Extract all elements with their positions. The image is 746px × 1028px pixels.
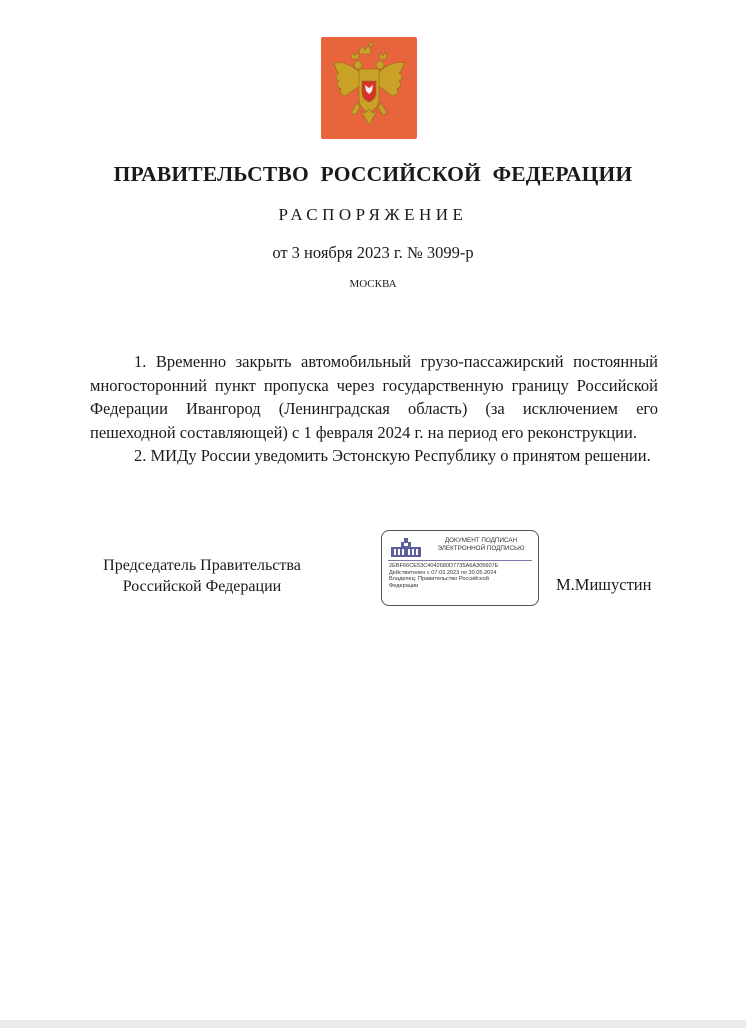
electronic-signature-stamp	[381, 530, 539, 606]
signer-position-line-2: Российской Федерации	[122, 578, 282, 595]
stamp-header-line-2: ЭЛЕКТРОННОЙ ПОДПИСЬЮ	[437, 545, 525, 552]
stamp-divider	[388, 560, 532, 561]
russian-coat-of-arms-icon	[321, 37, 417, 139]
city-label: МОСКВА	[349, 278, 397, 290]
stamp-owner-line-1: Владелец: Правительство Российской	[389, 576, 489, 583]
stamp-info	[389, 563, 535, 589]
signer-name: М.Мишустин	[556, 575, 652, 594]
paragraph-2: 2. МИДу России уведомить Эстонскую Республику о принятом решении.	[134, 446, 651, 465]
government-title: ПРАВИТЕЛЬСТВО РОССИЙСКОЙ ФЕДЕРАЦИИ	[113, 162, 633, 186]
government-building-icon	[389, 537, 423, 559]
stamp-validity: Действителен с 07.03.2023 по 30.05.2024	[389, 569, 497, 576]
document-date-number: от 3 ноября 2023 г. № 3099-р	[272, 243, 474, 262]
document-body	[90, 350, 658, 468]
stamp-owner-line-2: Федерации	[389, 582, 419, 589]
document-type: РАСПОРЯЖЕНИЕ	[278, 205, 468, 224]
stamp-header-line-1: ДОКУМЕНТ ПОДПИСАН	[444, 537, 518, 544]
stamp-header	[426, 537, 536, 553]
stamp-cert-serial: 2EBF66CE53C4042680D7735A6A305607E	[389, 563, 499, 569]
signer-position-line-1: Председатель Правительства	[103, 557, 301, 574]
signer-position	[92, 555, 312, 597]
page-bottom-edge	[0, 1020, 746, 1028]
paragraph-1: 1. Временно закрыть автомобильный грузо-пассажирский постоянный многосторонний пункт пропуска через государственную границу Российской Федерации Ивангород (Ленинградская область) (за исключением его пешеходной составляющей) с 1 февраля 2024 г. на период его реконструкции.	[90, 352, 658, 442]
